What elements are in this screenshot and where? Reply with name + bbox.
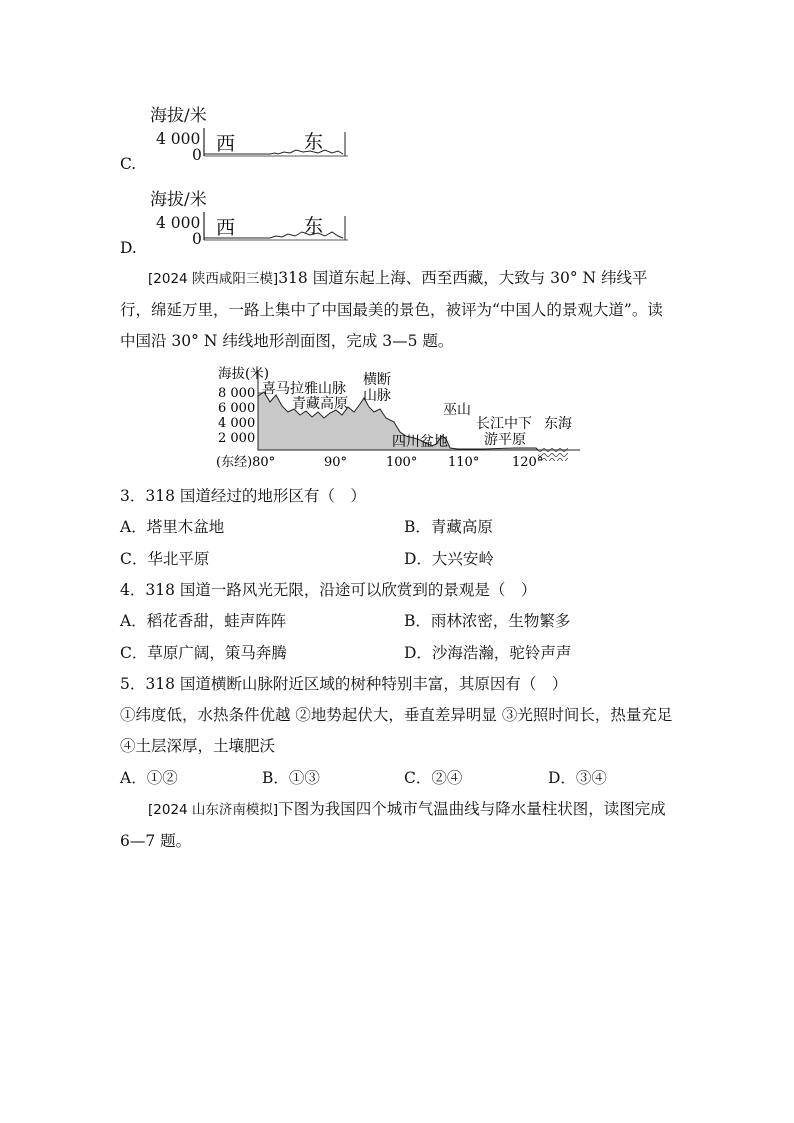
question-5-statements: ①纬度低，水热条件优越 ②地势起伏大，垂直差异明显 ③光照时间长，热量充足 ④土层深厚，土壤肥沃 (120, 706, 673, 755)
option-c-letter: C. (120, 155, 137, 173)
question-4-option-c: C．草原广阔，策马奔腾 (120, 644, 287, 662)
profile-c-tick-4000: 4 000 (156, 130, 201, 148)
profile-d-ylabel: 海拔/米 (150, 190, 207, 210)
terrain-xlabel: (东经)80° (216, 455, 276, 470)
terrain-ytick-2000: 2 000 (218, 431, 256, 446)
terrain-ytick-6000: 6 000 (218, 401, 256, 416)
question-5-stem: 5．318 国道横断山脉附近区域的树种特别丰富，其原因有（ ） (120, 675, 568, 693)
terrain-ytick-4000: 4 000 (218, 416, 256, 431)
question-3-option-a: A．塔里木盆地 (120, 518, 225, 536)
source-tag-1: [2024 陕西咸阳三模] (148, 271, 279, 287)
intro-paragraph-1 (120, 263, 676, 357)
terrain-ylabel: 海拔(米) (218, 366, 270, 382)
terrain-ytick-8000: 8 000 (218, 386, 256, 401)
profile-c-tick-0: 0 (192, 146, 202, 164)
label-donghai: 东海 (544, 416, 572, 432)
source-tag-2: [2024 山东济南模拟] (148, 802, 279, 818)
profile-d-tick-4000: 4 000 (156, 214, 201, 232)
profile-d-tick-0: 0 (192, 230, 202, 248)
question-5-option-c: C．②④ (404, 769, 463, 787)
label-hengduan-1: 横断 (363, 372, 391, 388)
question-5-option-b: B．①③ (262, 769, 320, 787)
question-4-stem: 4．318 国道一路风光无限，沿途可以欣赏到的景观是（ ） (120, 581, 537, 599)
intro-2-text: 下图为我国四个城市气温曲线与降水量柱状图，读图完成 6—7 题。 (120, 800, 666, 850)
intro-paragraph-2 (120, 794, 676, 857)
terrain-xtick-110: 110° (448, 455, 480, 470)
question-4-option-d: D．沙海浩瀚，驼铃声声 (404, 644, 572, 662)
question-5-option-a: A．①② (120, 769, 178, 787)
label-himalaya: 喜马拉雅山脉 (262, 381, 346, 397)
question-3-option-d: D．大兴安岭 (404, 550, 494, 568)
label-sichuan-basin: 四川盆地 (392, 434, 448, 450)
question-4-option-b: B．雨林浓密，生物繁多 (404, 612, 571, 630)
question-5-option-d: D．③④ (548, 769, 607, 787)
question-3-option-b: B．青藏高原 (404, 518, 493, 536)
option-d-letter: D. (120, 239, 137, 257)
terrain-xtick-120: 120° (512, 455, 544, 470)
question-4-option-a: A．稻花香甜，蛙声阵阵 (120, 612, 287, 630)
label-hengduan-2: 山脉 (363, 388, 391, 404)
label-plateau: 青藏高原 (292, 396, 348, 412)
question-3-stem: 3．318 国道经过的地形区有（ ） (120, 487, 366, 505)
profile-c-west: 西 (216, 133, 236, 155)
profile-d-west: 西 (216, 217, 236, 239)
profile-c-chart (200, 126, 352, 160)
terrain-xtick-100: 100° (386, 455, 418, 470)
label-yangtze-1: 长江中下 (476, 416, 532, 432)
profile-d-chart (200, 210, 352, 244)
terrain-xtick-90: 90° (324, 455, 348, 470)
profile-c-east: 东 (304, 131, 324, 153)
intro-1-text: 318 国道东起上海、西至西藏，大致与 30° N 纬线平行，绵延万里，一路上集中了中国最美的景色，被评为“中国人的景观大道”。读中国沿 30° N 纬线地形剖面图，完成 3—5 题。 (120, 269, 663, 350)
question-3-option-c: C．华北平原 (120, 550, 210, 568)
profile-d-east: 东 (304, 215, 324, 237)
terrain-profile-figure (214, 362, 586, 472)
label-wushan: 巫山 (443, 402, 471, 418)
label-yangtze-2: 游平原 (484, 432, 526, 448)
profile-c-ylabel: 海拔/米 (150, 106, 207, 126)
